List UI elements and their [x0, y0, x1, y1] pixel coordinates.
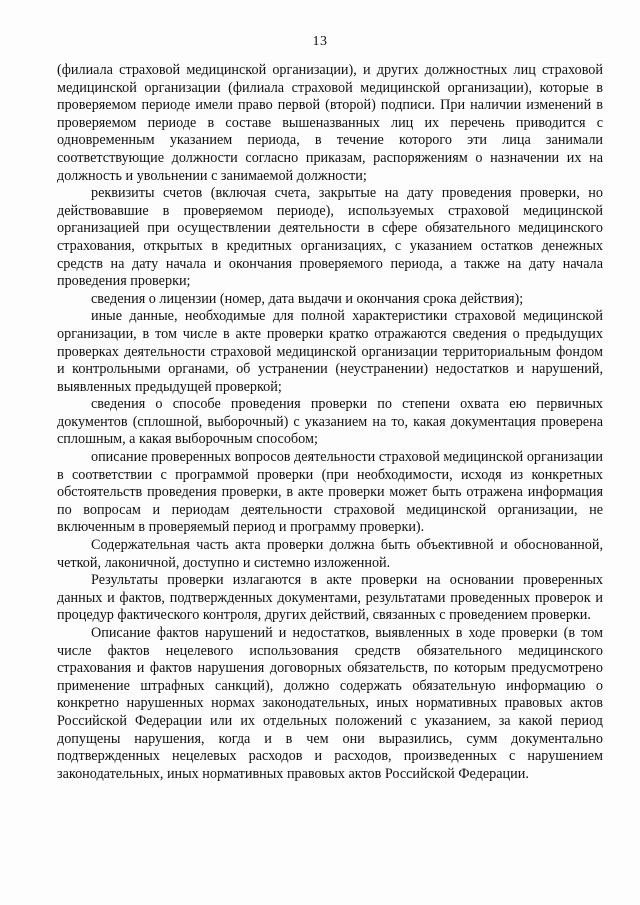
paragraph-inspection-method: сведения о способе проведения проверки по степени охвата ею первичных документов (сплошной, выборочный) с указанием на то, какая документация проверена сплошным, а какая выборочным способом;	[57, 396, 603, 448]
paragraph-license-info: сведения о лицензии (номер, дата выдачи и окончания срока действия);	[91, 290, 524, 307]
document-body	[57, 62, 603, 783]
paragraph-violations-description: Описание фактов нарушений и недостатков, выявленных в ходе проверки (в том числе фактов нецелевого использования средств обязательного медицинского страхования и фактов нарушения договорных обязательств, по которым предусмотрено применение штрафных санкций), должно содержать обязательную информацию о конкретно нарушенных нормах законодательных, иных нормативных правовых актов Российской Федерации или их отдельных положений с указанием, за какой период допущены нарушения, когда и в чем они выразились, сумм документально подтвержденных нецелевых расходов и расходов, произведенных с нарушением законодательных, иных нормативных правовых актов Российской Федерации.	[57, 625, 603, 782]
paragraph-content-requirements: Содержательная часть акта проверки должна быть объективной и обоснованной, четкой, лаконичной, доступно и системно изложенной.	[57, 537, 603, 571]
paragraph-inspected-questions: описание проверенных вопросов деятельности страховой медицинской организации в соответствии с программой проверки (при необходимости, исходя из конкретных обстоятельств проведения проверки, в акте проверки может быть отражена информация по вопросам и периодам деятельности страховой медицинской организации, не включенным в проверяемый период и программу проверки).	[57, 449, 603, 536]
page-number: 13	[312, 34, 328, 49]
paragraph-account-details: реквизиты счетов (включая счета, закрытые на дату проведения проверки, но действовавшие в проверяемом периоде), используемых страховой медицинской организацией при осуществлении деятельности в сфере обязательного медицинского страхования, открытых в кредитных организациях, с указанием остатков денежных средств на дату начала и окончания проверяемого периода, а также на дату начала проведения проверки;	[57, 185, 603, 290]
paragraph-results-basis: Результаты проверки излагаются в акте проверки на основании проверенных данных и фактов, подтвержденных документами, результатами проведенных проверок и процедур фактического контроля, других действий, связанных с проведением проверки.	[57, 572, 603, 624]
paragraph-other-data: иные данные, необходимые для полной характеристики страховой медицинской организации, в том числе в акте проверки кратко отражаются сведения о предыдущих проверках деятельности страховой медицинской организации территориальным фондом и контрольными органами, об устранении (неустранении) недостатков и нарушений, выявленных предыдущей проверкой;	[57, 308, 603, 395]
paragraph-continuation-signatories: (филиала страховой медицинской организации), и других должностных лиц страховой медицинской организации (филиала страховой медицинской организации), которые в проверяемом периоде имели право первой (второй) подписи. При наличии изменений в проверяемом периоде в составе вышеназванных лиц их перечень приводится с одновременным указанием периода, в течение которого эти лица занимали соответствующие должности согласно приказам, распоряжениям о назначении их на должность и увольнении с занимаемой должности;	[57, 62, 603, 184]
